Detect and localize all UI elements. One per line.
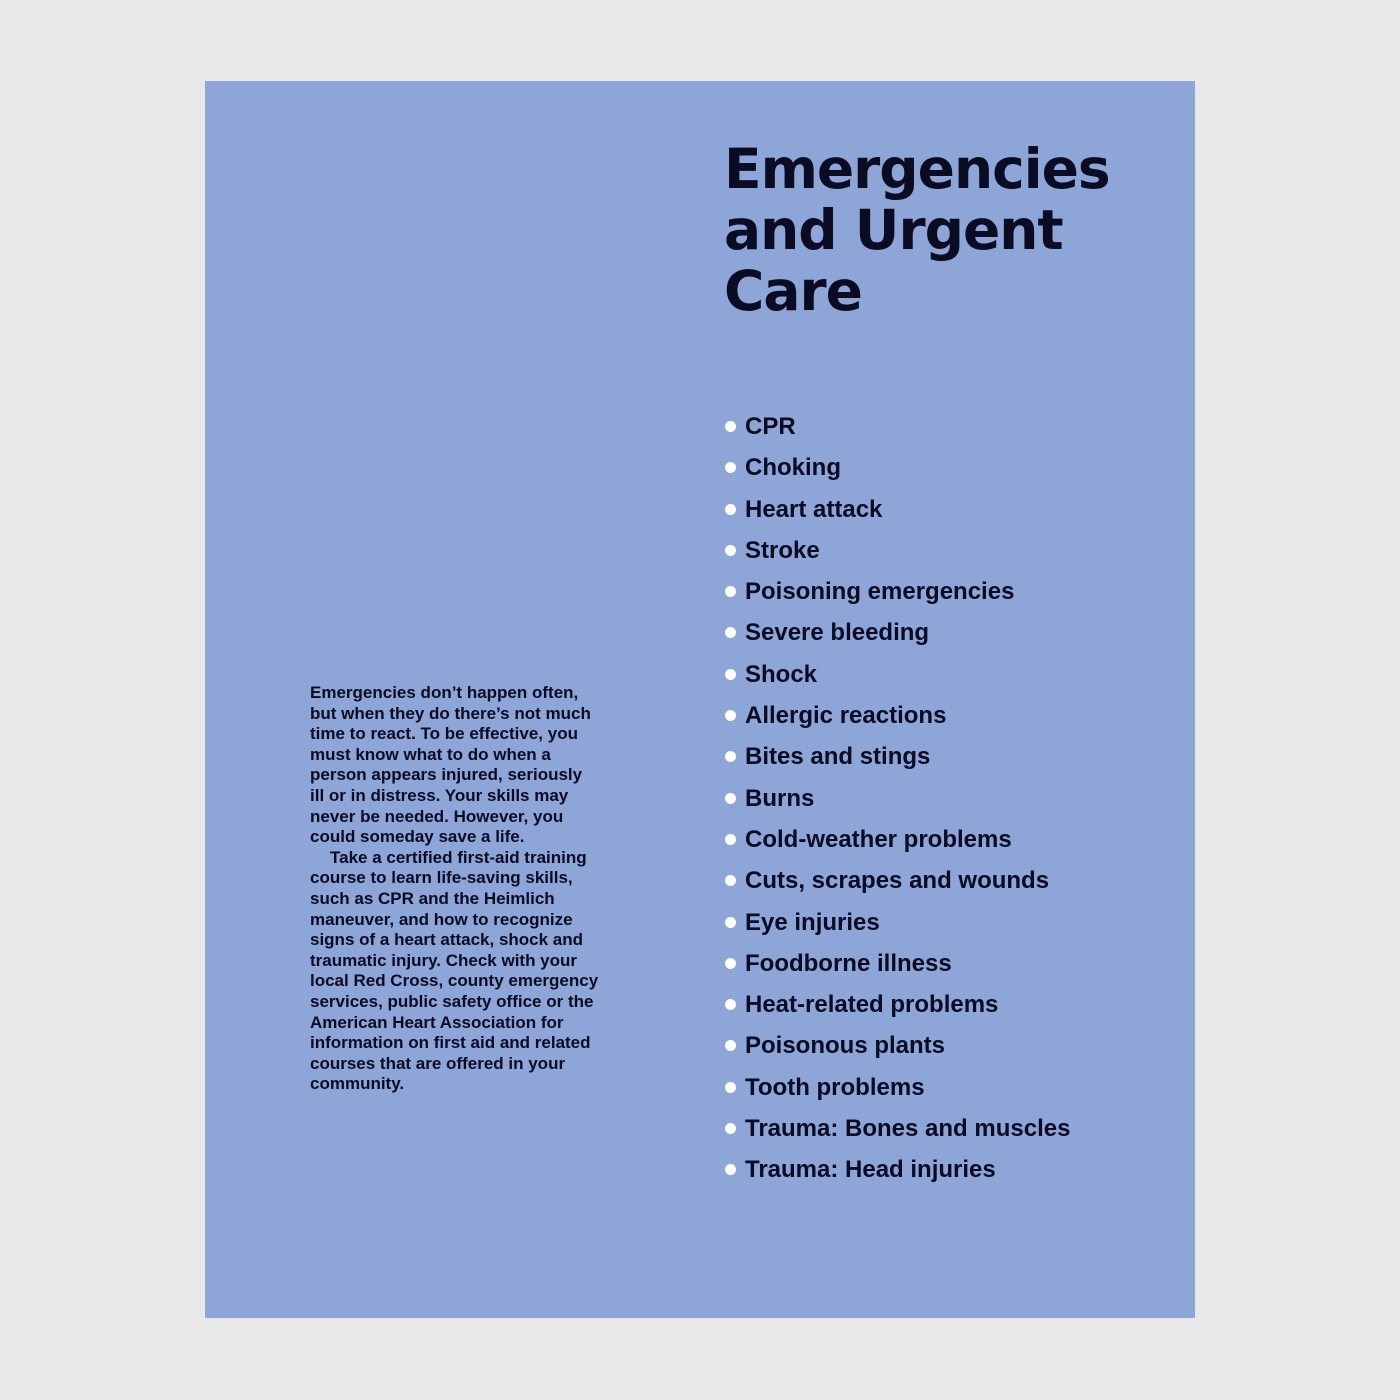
topic-label: Tooth problems — [745, 1073, 925, 1101]
topic-item — [725, 530, 1165, 571]
topic-label: CPR — [745, 413, 796, 440]
topic-item — [725, 447, 1165, 488]
intro-text — [310, 683, 600, 1095]
bullet-icon — [725, 834, 736, 845]
bullet-icon — [725, 462, 736, 473]
topic-label: Cuts, scrapes and wounds — [745, 867, 1050, 895]
topic-item — [725, 695, 1165, 736]
intro-paragraph: Emergencies don’t happen often, but when they do there’s not much time to react. To be effective, you must know what to do when a person appears injured, seriously ill or in distress. Your skills may never be needed. However, you could someday save a life. — [310, 683, 591, 847]
topic-item — [725, 1025, 1165, 1066]
title-line-2: and Urgent — [724, 198, 1063, 262]
topic-item — [725, 612, 1165, 653]
topic-label: Trauma: Bones and muscles — [745, 1115, 1071, 1143]
topic-item — [725, 943, 1165, 984]
bullet-icon — [725, 1123, 736, 1134]
bullet-icon — [725, 917, 736, 928]
page — [205, 81, 1195, 1318]
topic-item — [725, 984, 1165, 1025]
bullet-icon — [725, 793, 736, 804]
bullet-icon — [725, 627, 736, 638]
bullet-icon — [725, 1040, 736, 1051]
topic-item — [725, 736, 1165, 777]
title-line-3: Care — [724, 259, 862, 323]
bullet-icon — [725, 999, 736, 1010]
topic-label: Shock — [745, 660, 818, 688]
topic-item — [725, 860, 1165, 901]
topic-item — [725, 819, 1165, 860]
bullet-icon — [725, 751, 736, 762]
topic-item — [725, 778, 1165, 819]
bullet-icon — [725, 504, 736, 515]
topic-label: Choking — [745, 454, 841, 482]
topic-item — [725, 1149, 1165, 1190]
bullet-icon — [725, 875, 736, 886]
topic-label: Bites and stings — [745, 743, 931, 771]
bullet-icon — [725, 586, 736, 597]
topic-label: Burns — [745, 784, 815, 812]
bullet-icon — [725, 421, 736, 432]
topic-label: Severe bleeding — [745, 619, 930, 647]
intro-paragraph: Take a certified first-aid training course to learn life-saving skills, such as CPR and the Heimlich maneuver, and how to recognize signs of a heart attack, shock and traumatic injury. Check with your local Red Cross, county emergency services, public safety office or the American Heart Association for information on first aid and related courses that are offered in your community. — [310, 847, 599, 1094]
bullet-icon — [725, 1164, 736, 1175]
topic-label: Cold-weather problems — [745, 825, 1012, 853]
topic-label: Poisonous plants — [745, 1032, 946, 1060]
topic-label: Foodborne illness — [745, 949, 952, 977]
bullet-icon — [725, 710, 736, 721]
topic-label: Allergic reactions — [745, 702, 947, 730]
topic-item — [725, 1108, 1165, 1149]
bullet-icon — [725, 545, 736, 556]
topic-item — [725, 902, 1165, 943]
bullet-icon — [725, 1082, 736, 1093]
topic-item — [725, 406, 1165, 447]
topic-label: Heart attack — [745, 495, 883, 523]
bullet-icon — [725, 669, 736, 680]
title-line-1: Emergencies — [724, 137, 1110, 201]
topic-item — [725, 489, 1165, 530]
topic-label: Poisoning emergencies — [745, 578, 1015, 606]
topic-label: Eye injuries — [745, 908, 880, 936]
topic-list — [725, 406, 1165, 1191]
topic-item — [725, 654, 1165, 695]
bullet-icon — [725, 958, 736, 969]
topic-item — [725, 571, 1165, 612]
topic-item — [725, 1067, 1165, 1108]
topic-label: Stroke — [745, 536, 820, 564]
topic-label: Trauma: Head injuries — [745, 1156, 996, 1184]
page-title — [724, 139, 1110, 322]
topic-label: Heat-related problems — [745, 991, 999, 1019]
